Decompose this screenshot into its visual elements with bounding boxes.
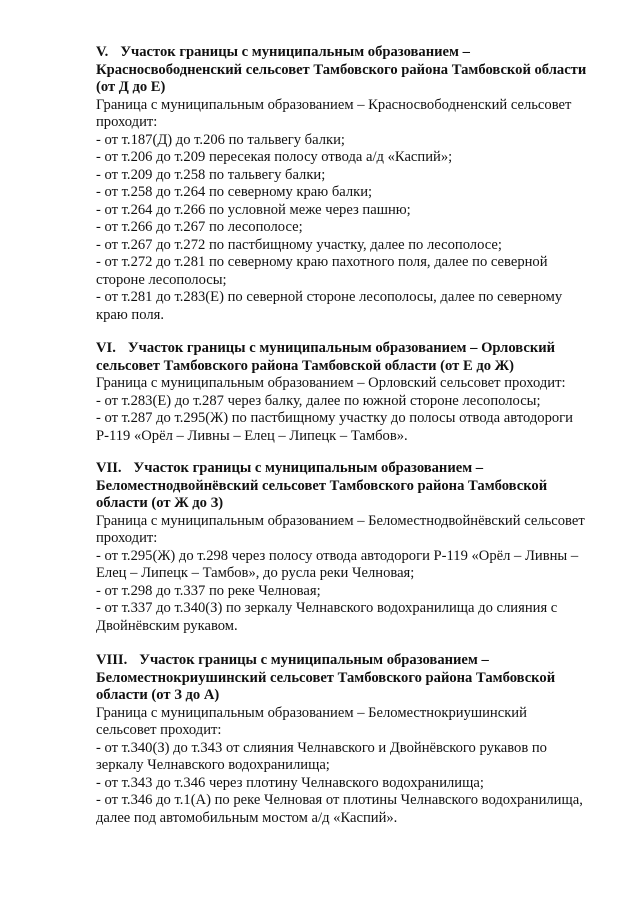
heading-line: сельсовет Тамбовского района Тамбовской области (от Е до Ж)	[96, 357, 514, 374]
section-number: V.	[96, 44, 109, 60]
section-viii	[96, 652, 608, 827]
body-line: Граница с муниципальным образованием – Орловский сельсовет проходит:	[96, 375, 566, 391]
body-line: - от т.267 до т.272 по пастбищному участку, далее по лесополосе;	[96, 236, 502, 253]
section-heading	[96, 460, 608, 478]
heading-line: Участок границы с муниципальным образованием –	[120, 44, 470, 60]
body-line: - от т.187(Д) до т.206 по тальвегу балки;	[96, 131, 345, 148]
body-line: - от т.287 до т.295(Ж) по пастбищному участку до полосы отвода автодороги	[96, 410, 573, 426]
body-line: - от т.266 до т.267 по лесополосе;	[96, 219, 303, 235]
body-line: зеркалу Челнавского водохранилища;	[96, 757, 330, 773]
body-line: - от т.346 до т.1(А) по реке Челновая от плотины Челнавского водохранилища,	[96, 792, 583, 808]
body-line: далее под автомобильным мостом а/д «Каспий».	[96, 809, 398, 826]
body-line: - от т.343 до т.346 через плотину Челнавского водохранилища;	[96, 774, 484, 791]
heading-line: (от Д до Е)	[96, 79, 166, 95]
body-line: Двойнёвским рукавом.	[96, 617, 238, 634]
section-vi	[96, 340, 608, 445]
body-line: - от т.258 до т.264 по северному краю балки;	[96, 184, 373, 200]
section-heading	[96, 652, 608, 670]
body-line: - от т.281 до т.283(Е) по северной стороне лесополосы, далее по северному	[96, 289, 563, 305]
heading-line: Красносвободненский сельсовет Тамбовского района Тамбовской области	[96, 61, 587, 78]
heading-line: Беломестнокриушинский сельсовет Тамбовского района Тамбовской	[96, 669, 556, 686]
body-line: Граница с муниципальным образованием – Беломестнокриушинский	[96, 704, 527, 721]
body-line: - от т.298 до т.337 по реке Челновая;	[96, 582, 321, 599]
body-line: - от т.340(З) до т.343 от слияния Челнавского и Двойнёвского рукавов по	[96, 739, 547, 756]
body-line: стороне лесополосы;	[96, 271, 227, 288]
body-line: - от т.209 до т.258 по тальвегу балки;	[96, 166, 326, 183]
body-line: сельсовет проходит:	[96, 722, 222, 738]
heading-line: области (от З до А)	[96, 687, 220, 703]
heading-line: Беломестнодвойнёвский сельсовет Тамбовского района Тамбовской	[96, 477, 548, 494]
section-number: VII.	[96, 460, 122, 476]
body-line: Елец – Липецк – Тамбов», до русла реки Челновая;	[96, 565, 415, 581]
body-line: - от т.337 до т.340(З) по зеркалу Челнавского водохранилища до слияния с	[96, 600, 558, 616]
body-line: проходит:	[96, 530, 158, 546]
body-line: Р-119 «Орёл – Ливны – Елец – Липецк – Тамбов».	[96, 427, 408, 444]
body-line: Граница с муниципальным образованием – Красносвободненский сельсовет	[96, 96, 572, 113]
section-vii	[96, 460, 608, 635]
heading-line: Участок границы с муниципальным образованием –	[133, 460, 484, 476]
section-number: VIII.	[96, 652, 128, 668]
body-line: краю поля.	[96, 306, 164, 323]
heading-line: области (от Ж до З)	[96, 495, 224, 511]
section-v	[96, 44, 608, 324]
heading-line: Участок границы с муниципальным образованием –	[139, 652, 489, 668]
body-line: проходит:	[96, 114, 158, 130]
body-line: - от т.283(Е) до т.287 через балку, далее по южной стороне лесополосы;	[96, 392, 541, 409]
section-number: VI.	[96, 340, 116, 356]
heading-line: Участок границы с муниципальным образованием – Орловский	[127, 340, 556, 356]
body-line: - от т.295(Ж) до т.298 через полосу отвода автодороги Р-119 «Орёл – Ливны –	[96, 547, 579, 564]
section-heading	[96, 340, 608, 358]
body-line: - от т.206 до т.209 пересекая полосу отвода а/д «Каспий»;	[96, 149, 453, 165]
body-line: - от т.264 до т.266 по условной меже через пашню;	[96, 201, 411, 218]
body-line: Граница с муниципальным образованием – Беломестнодвойнёвский сельсовет	[96, 512, 585, 529]
section-heading	[96, 44, 608, 62]
body-line: - от т.272 до т.281 по северному краю пахотного поля, далее по северной	[96, 254, 548, 270]
